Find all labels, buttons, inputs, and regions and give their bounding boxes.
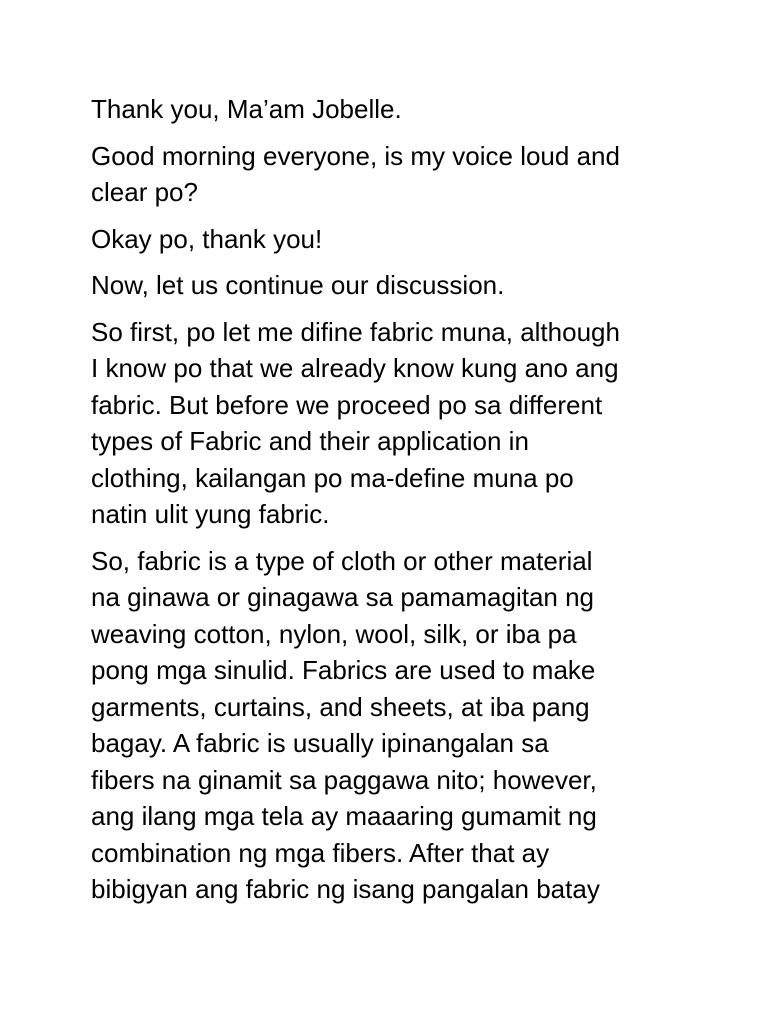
paragraph-voice-check: Good morning everyone, is my voice loud and clear po? — [91, 140, 620, 207]
document-body — [91, 91, 691, 918]
paragraph-continue: Now, let us continue our discussion. — [91, 270, 505, 300]
paragraph-thanks: Okay po, thank you! — [91, 223, 323, 254]
paragraph-define-fabric: So first, po let me difine fabric muna, although I know po that we already know kung ano ang fabric. But before we proceed po sa different types of Fabric and their application in clothing, kailangan po ma-define muna po natin ulit yung fabric. — [91, 316, 620, 529]
paragraph-greeting: Thank you, Ma’am Jobelle. — [91, 94, 402, 124]
paragraph-fabric-definition: So, fabric is a type of cloth or other material na ginawa or ginagawa sa pamamagitan ng weaving cotton, nylon, wool, silk, or iba pa pong mga sinulid. Fabrics are used to make garments, curtains, and sheets, at iba pang bagay. A fabric is usually ipinangalan sa fibers na ginamit sa paggawa nito; however, ang ilang mga tela ay maaaring gumamit ng combination ng mga fibers. After that ay bibigyan ang fabric ng isang pangalan batay — [91, 545, 600, 904]
